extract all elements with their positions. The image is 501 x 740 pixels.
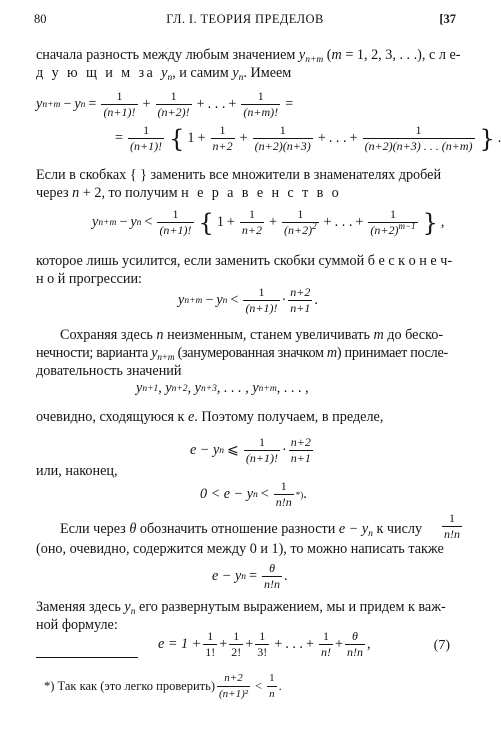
punct: . <box>284 568 288 584</box>
var: y <box>232 65 239 81</box>
numerator: 1 <box>219 123 226 137</box>
var: y <box>92 214 99 230</box>
op: · <box>281 292 287 308</box>
fraction <box>211 124 235 153</box>
op: + <box>197 130 206 146</box>
text-line-6: н о й прогрессии: <box>36 271 142 287</box>
var: e − y <box>212 568 242 584</box>
op: < <box>260 486 269 502</box>
denominator: n+2 <box>241 223 263 237</box>
punct: . <box>314 292 318 308</box>
var: m <box>331 47 342 63</box>
op: − <box>63 96 72 112</box>
fraction <box>101 90 137 119</box>
denominator: (n+1)! <box>159 223 192 237</box>
var: 0 < e − y <box>200 486 254 502</box>
text: через <box>36 185 73 201</box>
numerator: 1 <box>259 629 266 643</box>
text-line-13: (оно, очевидно, содержится между 0 и 1), то можно написать также <box>36 541 444 557</box>
denominator: n+2 <box>212 139 233 153</box>
denominator: 2! <box>231 645 242 659</box>
var: y <box>36 96 43 112</box>
fraction <box>244 436 280 465</box>
denominator: n <box>269 688 275 700</box>
denominator <box>282 222 319 237</box>
numerator: 1 <box>170 89 177 103</box>
text: сначала разность между любым значением <box>36 47 299 63</box>
var: y <box>151 345 158 361</box>
denominator: n!n <box>264 577 281 591</box>
numerator: 1 <box>143 123 150 137</box>
numerator: θ <box>352 629 358 643</box>
text: его развернутым выражением, мы и придем к важ- <box>135 599 446 615</box>
text: + 2, то получим <box>79 185 182 201</box>
text: неизменным, станем увеличивать <box>163 327 374 343</box>
numerator: 1 <box>258 285 265 299</box>
text: нечности; варианта <box>36 345 152 361</box>
text-line-15: ной формуле: <box>36 617 118 633</box>
op: + <box>239 130 248 146</box>
number: 1 <box>216 214 224 230</box>
fraction-1-over-n-nn <box>440 512 464 541</box>
op: − <box>205 292 214 308</box>
denominator: n!n <box>347 645 363 659</box>
running-title: ГЛ. I. ТЕОРИЯ ПРЕДЕЛОВ <box>166 12 324 26</box>
spaced-term: н е р а в е н с т в о <box>181 185 342 201</box>
var: y <box>124 599 131 615</box>
equation-difference <box>36 90 296 119</box>
ellipsis: . . . <box>334 214 353 230</box>
op: + <box>245 636 254 652</box>
text-line-4 <box>36 184 452 202</box>
fraction <box>157 208 193 237</box>
equation-inequality <box>92 208 444 237</box>
numerator: 1 <box>207 629 214 643</box>
var: y <box>298 47 306 63</box>
op: < <box>255 679 263 693</box>
denominator: (n+1)! <box>130 139 163 153</box>
numerator: 1 <box>248 207 255 221</box>
var: y <box>130 214 137 230</box>
subscript: n+m <box>305 55 324 65</box>
var: y <box>216 292 223 308</box>
subscript: n+m <box>98 217 117 228</box>
fraction <box>289 436 313 465</box>
text: очевидно, сходящуюся к <box>36 409 188 425</box>
text-line-7 <box>60 326 452 344</box>
fraction <box>128 124 164 153</box>
text-line-9: довательность значений <box>36 363 182 379</box>
op: + <box>269 214 278 230</box>
denominator: n+1 <box>290 451 311 465</box>
var: m <box>326 345 337 361</box>
op: + <box>349 130 358 146</box>
text: . Поэтому получаем, в пределе, <box>194 409 384 425</box>
subscript: n <box>253 489 258 500</box>
denominator: n!n <box>275 495 292 509</box>
op: + <box>305 636 314 652</box>
subscript: n+2 <box>171 383 188 394</box>
text-line-2 <box>36 64 452 82</box>
equation-number: (7) <box>433 638 450 653</box>
numerator: 1 <box>172 207 179 221</box>
footnote-rule <box>36 657 138 658</box>
text: = 1, 2, 3, . . .), с л е- <box>341 47 461 63</box>
brace: } <box>422 208 438 237</box>
equation-bound: 0 < e − y n < $\frac{1}{n!n}$ *) . <box>200 479 307 509</box>
text: (занумерованная значком <box>174 345 327 361</box>
fraction <box>156 90 192 119</box>
text: , . . . , <box>276 380 309 396</box>
fraction <box>282 208 319 237</box>
fraction <box>368 208 417 237</box>
fraction <box>253 124 313 153</box>
op: ⩽ <box>227 442 239 458</box>
base: (n+2) <box>284 223 313 237</box>
numerator: 1 <box>322 629 329 643</box>
brace: { <box>169 124 185 153</box>
text: до беско- <box>383 327 444 343</box>
text-line-12 <box>60 520 432 538</box>
numerator: 1 <box>297 207 304 221</box>
var: e − y <box>338 521 369 537</box>
denominator: (n+2)(n+3) <box>254 139 311 153</box>
op: = <box>285 96 294 112</box>
var: y <box>178 292 185 308</box>
fraction <box>240 208 264 237</box>
numerator: n+2 <box>290 435 311 449</box>
text-line-3: Если в скобках { } заменить все множители в знаменателях дробей <box>36 167 442 183</box>
numerator: θ <box>269 561 275 575</box>
text: Сохраняя здесь <box>60 327 157 343</box>
footnote <box>44 672 282 701</box>
text: обозначить отношение разности <box>136 521 339 537</box>
fraction <box>345 630 365 659</box>
denominator: (n+1)! <box>103 105 136 119</box>
numerator: 1 <box>280 479 287 493</box>
subscript: n+3 <box>200 383 217 394</box>
text: к числу <box>372 521 423 537</box>
op: + <box>274 636 283 652</box>
fraction <box>255 630 269 659</box>
op: + <box>196 96 205 112</box>
text-line-8 <box>36 344 452 362</box>
numerator: 1 <box>415 123 422 137</box>
subscript: n <box>368 529 373 539</box>
fraction <box>241 90 280 119</box>
numerator: 1 <box>116 89 123 103</box>
var: , y <box>158 380 172 396</box>
numerator: 1 <box>449 511 455 525</box>
equation-expanded <box>112 124 501 153</box>
denominator: n! <box>320 645 331 659</box>
subscript: n <box>222 295 228 306</box>
exponent: 2 <box>312 221 317 231</box>
number: 1 <box>187 130 195 146</box>
numerator: 1 <box>257 89 264 103</box>
fraction <box>262 562 282 591</box>
subscript: n <box>80 99 86 110</box>
numerator: 1 <box>233 629 240 643</box>
denominator: 1! <box>205 645 216 659</box>
text: ( <box>323 47 332 63</box>
op: + <box>228 96 237 112</box>
subscript: n <box>136 217 142 228</box>
equation-e-series <box>158 630 371 659</box>
var: e <box>187 409 195 425</box>
denominator: n+1 <box>290 301 311 315</box>
fraction <box>274 480 294 509</box>
denominator: (n+1)! <box>245 451 278 465</box>
fraction <box>442 512 462 541</box>
op: + <box>323 214 332 230</box>
var: e = 1 + <box>158 636 202 652</box>
text: д у ю щ и м за <box>36 65 162 81</box>
denominator: 3! <box>257 645 268 659</box>
ellipsis: . . . <box>207 96 226 112</box>
footnote-text: *) Так как (это легко проверить) <box>44 679 215 693</box>
punct: . <box>278 679 282 693</box>
var: m <box>373 327 384 343</box>
text-line-10 <box>36 408 452 426</box>
subscript: n+m <box>258 383 277 394</box>
op: = <box>88 96 97 112</box>
subscript: n <box>130 607 136 617</box>
subscript: n <box>167 73 173 83</box>
op: − <box>119 214 128 230</box>
numerator: 1 <box>389 207 396 221</box>
punct: . <box>497 130 501 146</box>
fraction <box>363 124 475 153</box>
numerator: n+2 <box>290 285 311 299</box>
equation-sequence <box>136 380 309 397</box>
op: + <box>219 636 228 652</box>
subscript: n+m <box>157 353 175 363</box>
numerator: 1 <box>269 672 275 684</box>
var: n <box>156 327 164 343</box>
equation-theta <box>212 562 288 591</box>
op: = <box>249 568 258 584</box>
equation-limit <box>190 436 315 465</box>
op: + <box>355 214 364 230</box>
op: + <box>317 130 326 146</box>
var: , . . . , y <box>216 380 259 396</box>
var: θ <box>129 521 137 537</box>
base: (n+2) <box>370 223 399 237</box>
text: . Имеем <box>243 65 292 81</box>
subscript: n+1 <box>142 383 159 394</box>
denominator: n!n <box>444 527 460 541</box>
fraction <box>319 630 333 659</box>
fraction <box>243 286 279 315</box>
page-number: 80 <box>34 12 47 26</box>
punct: . <box>303 486 307 502</box>
denominator <box>368 222 417 237</box>
op: + <box>334 636 343 652</box>
subscript: n <box>219 445 225 456</box>
fraction <box>203 630 217 659</box>
denominator: (n+2)! <box>157 105 190 119</box>
op: < <box>144 214 153 230</box>
denominator: (n+m)! <box>243 105 279 119</box>
fraction <box>229 630 243 659</box>
ellipsis: . . . <box>328 130 347 146</box>
paragraph-marker: [37 <box>439 12 456 26</box>
var: e − y <box>190 442 220 458</box>
fraction <box>288 286 312 315</box>
subscript: n+m <box>184 295 203 306</box>
subscript: n <box>238 73 244 83</box>
text-line-1 <box>36 46 461 65</box>
subscript: n+m <box>42 99 61 110</box>
op: + <box>226 214 235 230</box>
var: , y <box>187 380 201 396</box>
page-header <box>34 12 456 28</box>
punct: , <box>440 214 445 230</box>
text: , и самим <box>172 65 233 81</box>
equation-progression <box>178 286 318 315</box>
brace: } <box>479 124 495 153</box>
op: = <box>115 130 124 146</box>
var: y <box>74 96 81 112</box>
numerator: n+2 <box>224 672 243 684</box>
text-line-11: или, наконец, <box>36 463 118 479</box>
ellipsis: . . . <box>285 636 303 652</box>
text-line-5: которое лишь усилится, если заменить скобки суммой б е с к о н е ч- <box>36 253 453 269</box>
text-line-14 <box>36 598 452 616</box>
denominator: (n+1)² <box>219 688 249 700</box>
var: y <box>161 65 168 81</box>
op: · <box>282 442 287 458</box>
denominator: (n+1)! <box>245 301 278 315</box>
numerator: 1 <box>279 123 286 137</box>
text: ) принимает после- <box>336 345 448 361</box>
numerator: 1 <box>258 435 265 449</box>
var: n <box>72 185 80 201</box>
subscript: n <box>241 571 247 582</box>
exponent: m−1 <box>398 221 416 231</box>
op: < <box>230 292 239 308</box>
text: Если через <box>60 521 130 537</box>
punct: , <box>367 636 371 652</box>
fraction <box>267 672 277 701</box>
var: y <box>136 380 143 396</box>
brace: { <box>198 208 214 237</box>
op: + <box>142 96 151 112</box>
text: Заменяя здесь <box>36 599 125 615</box>
denominator: (n+2)(n+3) . . . (n+m) <box>364 139 473 153</box>
fraction <box>217 672 250 701</box>
